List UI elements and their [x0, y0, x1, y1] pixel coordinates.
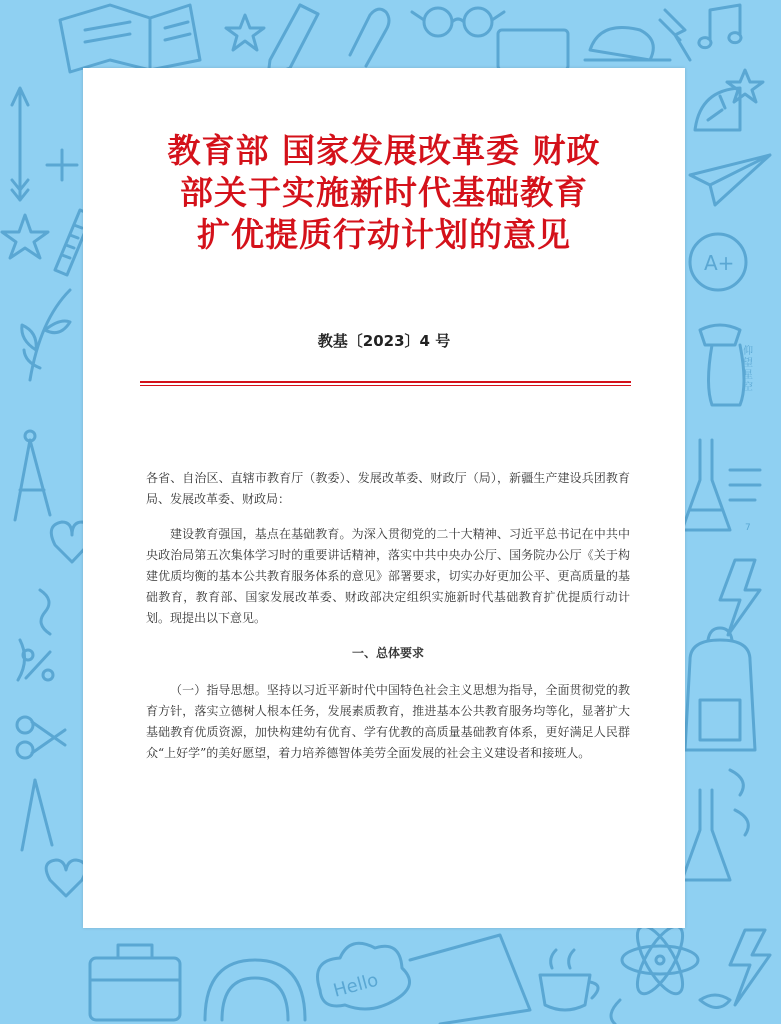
hello-text: Hello	[331, 969, 381, 1002]
briefcase-icon	[90, 945, 180, 1020]
star-icon	[2, 215, 48, 258]
guiding-paragraph: （一）指导思想。坚持以习近平新时代中国特色社会主义思想为指导，全面贯彻党的教育方针，落实立德树人根本任务，发展素质教育，推进基本公共教育服务均等化，显著扩大基础教育优质资源，加快构建幼有优育、学有优教的高质量基础教育体系，更好满足人民群众“上好学”的美好愿望，着力培养德智体美劳全面发展的社会主义建设者和接班人。	[146, 683, 630, 760]
notebook-icon	[410, 935, 530, 1024]
rainbow-icon	[205, 960, 305, 1020]
plus-icon	[47, 150, 77, 180]
paperclip-icon	[350, 9, 389, 66]
scribble-icon	[730, 770, 748, 835]
grade-text: A+	[704, 251, 735, 275]
side-vertical-text: 仰望星空	[743, 346, 753, 393]
paper-plane-icon	[690, 155, 770, 205]
arrow-icon	[12, 88, 28, 200]
music-note-icon	[699, 5, 741, 48]
atom-icon	[622, 920, 698, 1000]
scribble-icon	[18, 590, 50, 680]
compass-icon	[22, 780, 52, 850]
scribble-icon	[730, 470, 760, 500]
pushpin-icon	[660, 10, 690, 60]
backpack-icon	[685, 628, 755, 750]
side-number: 7	[745, 523, 751, 533]
title-line: 扩优提质行动计划的意见	[197, 215, 571, 254]
bell-icon	[700, 325, 744, 405]
leaf-branch-icon	[22, 290, 70, 380]
book-icon	[60, 5, 200, 72]
flask-icon	[682, 790, 730, 880]
intro-paragraph: 建设教育强国，基点在基础教育。为深入贯彻党的二十大精神、习近平总书记在中共中央政治局第五次集体学习时的重要讲话精神，落实中共中央办公厅、国务院办公厅《关于构建优质均衡的基本公共教育服务体系的意见》部署要求，切实办好更加公平、更高质量的基础教育，教育部、国家发展改革委、财政部决定组织实施新时代基础教育扩优提质行动计划。现提出以下意见。	[146, 527, 630, 625]
scissors-icon	[17, 717, 65, 758]
glasses-icon	[412, 8, 504, 36]
addressee-paragraph: 各省、自治区、直辖市教育厅（教委）、发展改革委、财政厅（局），新疆生产建设兵团教育局、发展改革委、财政局：	[146, 471, 630, 506]
percent-icon	[23, 650, 53, 680]
protractor-icon	[695, 88, 740, 130]
document-number: 教基〔2023〕4 号	[317, 332, 451, 350]
compass-icon	[15, 431, 50, 520]
document-body	[146, 468, 630, 778]
section-heading: 一、总体要求	[351, 646, 424, 660]
star-icon	[727, 70, 763, 102]
title-line: 部关于实施新时代基础教育	[180, 173, 588, 212]
pencil-icon	[268, 5, 318, 76]
cap-icon	[585, 28, 670, 61]
flask-icon	[682, 440, 730, 530]
lightning-icon	[730, 930, 770, 1005]
cup-icon	[540, 950, 598, 1010]
document-title	[83, 130, 685, 256]
title-line: 教育部 国家发展改革委 财政	[167, 131, 601, 170]
star-icon	[226, 15, 264, 50]
red-divider	[140, 381, 631, 386]
notebook-icon	[498, 30, 568, 70]
leaf-icon	[611, 995, 730, 1024]
heart-icon	[46, 860, 86, 896]
lightning-icon	[720, 560, 760, 635]
document-page	[83, 68, 685, 928]
